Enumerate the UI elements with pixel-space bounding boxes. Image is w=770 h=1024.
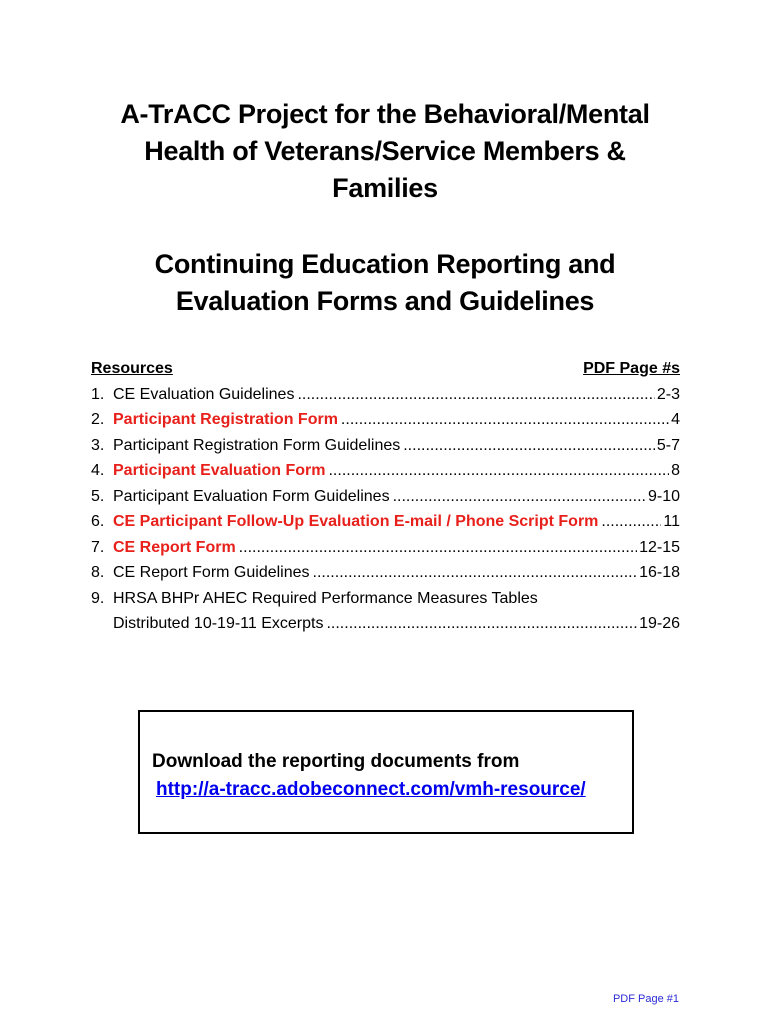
toc-item-label: CE Report Form Guidelines <box>113 564 310 581</box>
toc-item-label: Participant Registration Form <box>113 411 338 428</box>
toc-item-label: Participant Evaluation Form <box>113 462 326 479</box>
toc-item-label: CE Evaluation Guidelines <box>113 385 295 403</box>
toc-item-pages: 2-3 <box>656 385 680 403</box>
toc-header-pages: PDF Page #s <box>583 360 680 377</box>
toc-item <box>91 586 680 612</box>
toc-items <box>91 382 680 637</box>
toc-item-continuation <box>91 611 680 637</box>
toc-item-pages: 4 <box>671 411 680 428</box>
toc-item-number: 7. <box>91 538 105 556</box>
toc-item-number: 3. <box>91 436 105 454</box>
download-link[interactable]: http://a-tracc.adobeconnect.com/vmh-resource/ <box>156 779 586 800</box>
title-line-1: A-TrACC Project for the Behavioral/Mental <box>120 99 650 129</box>
toc-leader-dots <box>297 382 654 408</box>
title-line-2: Health of Veterans/Service Members & <box>144 136 626 166</box>
download-box <box>138 710 634 834</box>
toc-leader-dots <box>239 535 637 561</box>
toc-item-pages: 9-10 <box>647 487 680 505</box>
toc-item <box>91 560 680 586</box>
toc-item-pages: 5-7 <box>656 436 680 454</box>
toc-item-number: 9. <box>91 589 105 607</box>
toc-item-number: 4. <box>91 462 105 479</box>
toc-item-label-continued: Distributed 10-19-11 Excerpts <box>113 615 324 632</box>
title-line-3: Families <box>332 173 438 203</box>
subtitle-line-2: Evaluation Forms and Guidelines <box>175 286 595 316</box>
pdf-page-number: PDF Page #1 <box>612 993 679 1005</box>
toc-item <box>91 407 680 433</box>
toc-item <box>91 509 680 535</box>
toc-header-resources: Resources <box>91 360 173 377</box>
toc-item-label: CE Participant Follow-Up Evaluation E-mail / Phone Script Form <box>113 513 599 530</box>
toc-item-pages: 12-15 <box>639 538 680 556</box>
toc-item-pages: 8 <box>671 462 680 479</box>
toc-header <box>91 356 680 382</box>
table-of-contents <box>91 356 680 637</box>
toc-leader-dots <box>328 458 669 484</box>
toc-item-number: 8. <box>91 564 105 581</box>
toc-leader-dots <box>341 407 669 433</box>
toc-item-number: 5. <box>91 487 105 505</box>
toc-leader-dots <box>313 560 638 586</box>
document-title <box>60 96 710 207</box>
toc-item-label: Participant Registration Form Guidelines <box>113 436 401 454</box>
download-text: Download the reporting documents from <box>152 751 520 772</box>
subtitle-line-1: Continuing Education Reporting and <box>154 249 616 279</box>
toc-item-label: HRSA BHPr AHEC Required Performance Measures Tables <box>113 589 538 607</box>
document-subtitle <box>60 246 710 320</box>
toc-item <box>91 433 680 459</box>
toc-leader-dots <box>403 433 655 459</box>
toc-leader-dots <box>326 611 637 637</box>
toc-item-label: Participant Evaluation Form Guidelines <box>113 487 390 505</box>
toc-item-pages: 16-18 <box>639 564 680 581</box>
toc-item-number: 1. <box>91 385 105 403</box>
toc-item <box>91 382 680 408</box>
toc-item-number: 2. <box>91 411 105 428</box>
toc-item <box>91 535 680 561</box>
toc-leader-dots <box>393 484 646 510</box>
toc-item <box>91 484 680 510</box>
toc-item-pages: 19-26 <box>639 615 680 632</box>
toc-item-number: 6. <box>91 513 105 530</box>
toc-item-pages: 11 <box>663 513 680 530</box>
toc-item-label: CE Report Form <box>113 538 236 556</box>
toc-leader-dots <box>601 509 661 535</box>
toc-item <box>91 458 680 484</box>
